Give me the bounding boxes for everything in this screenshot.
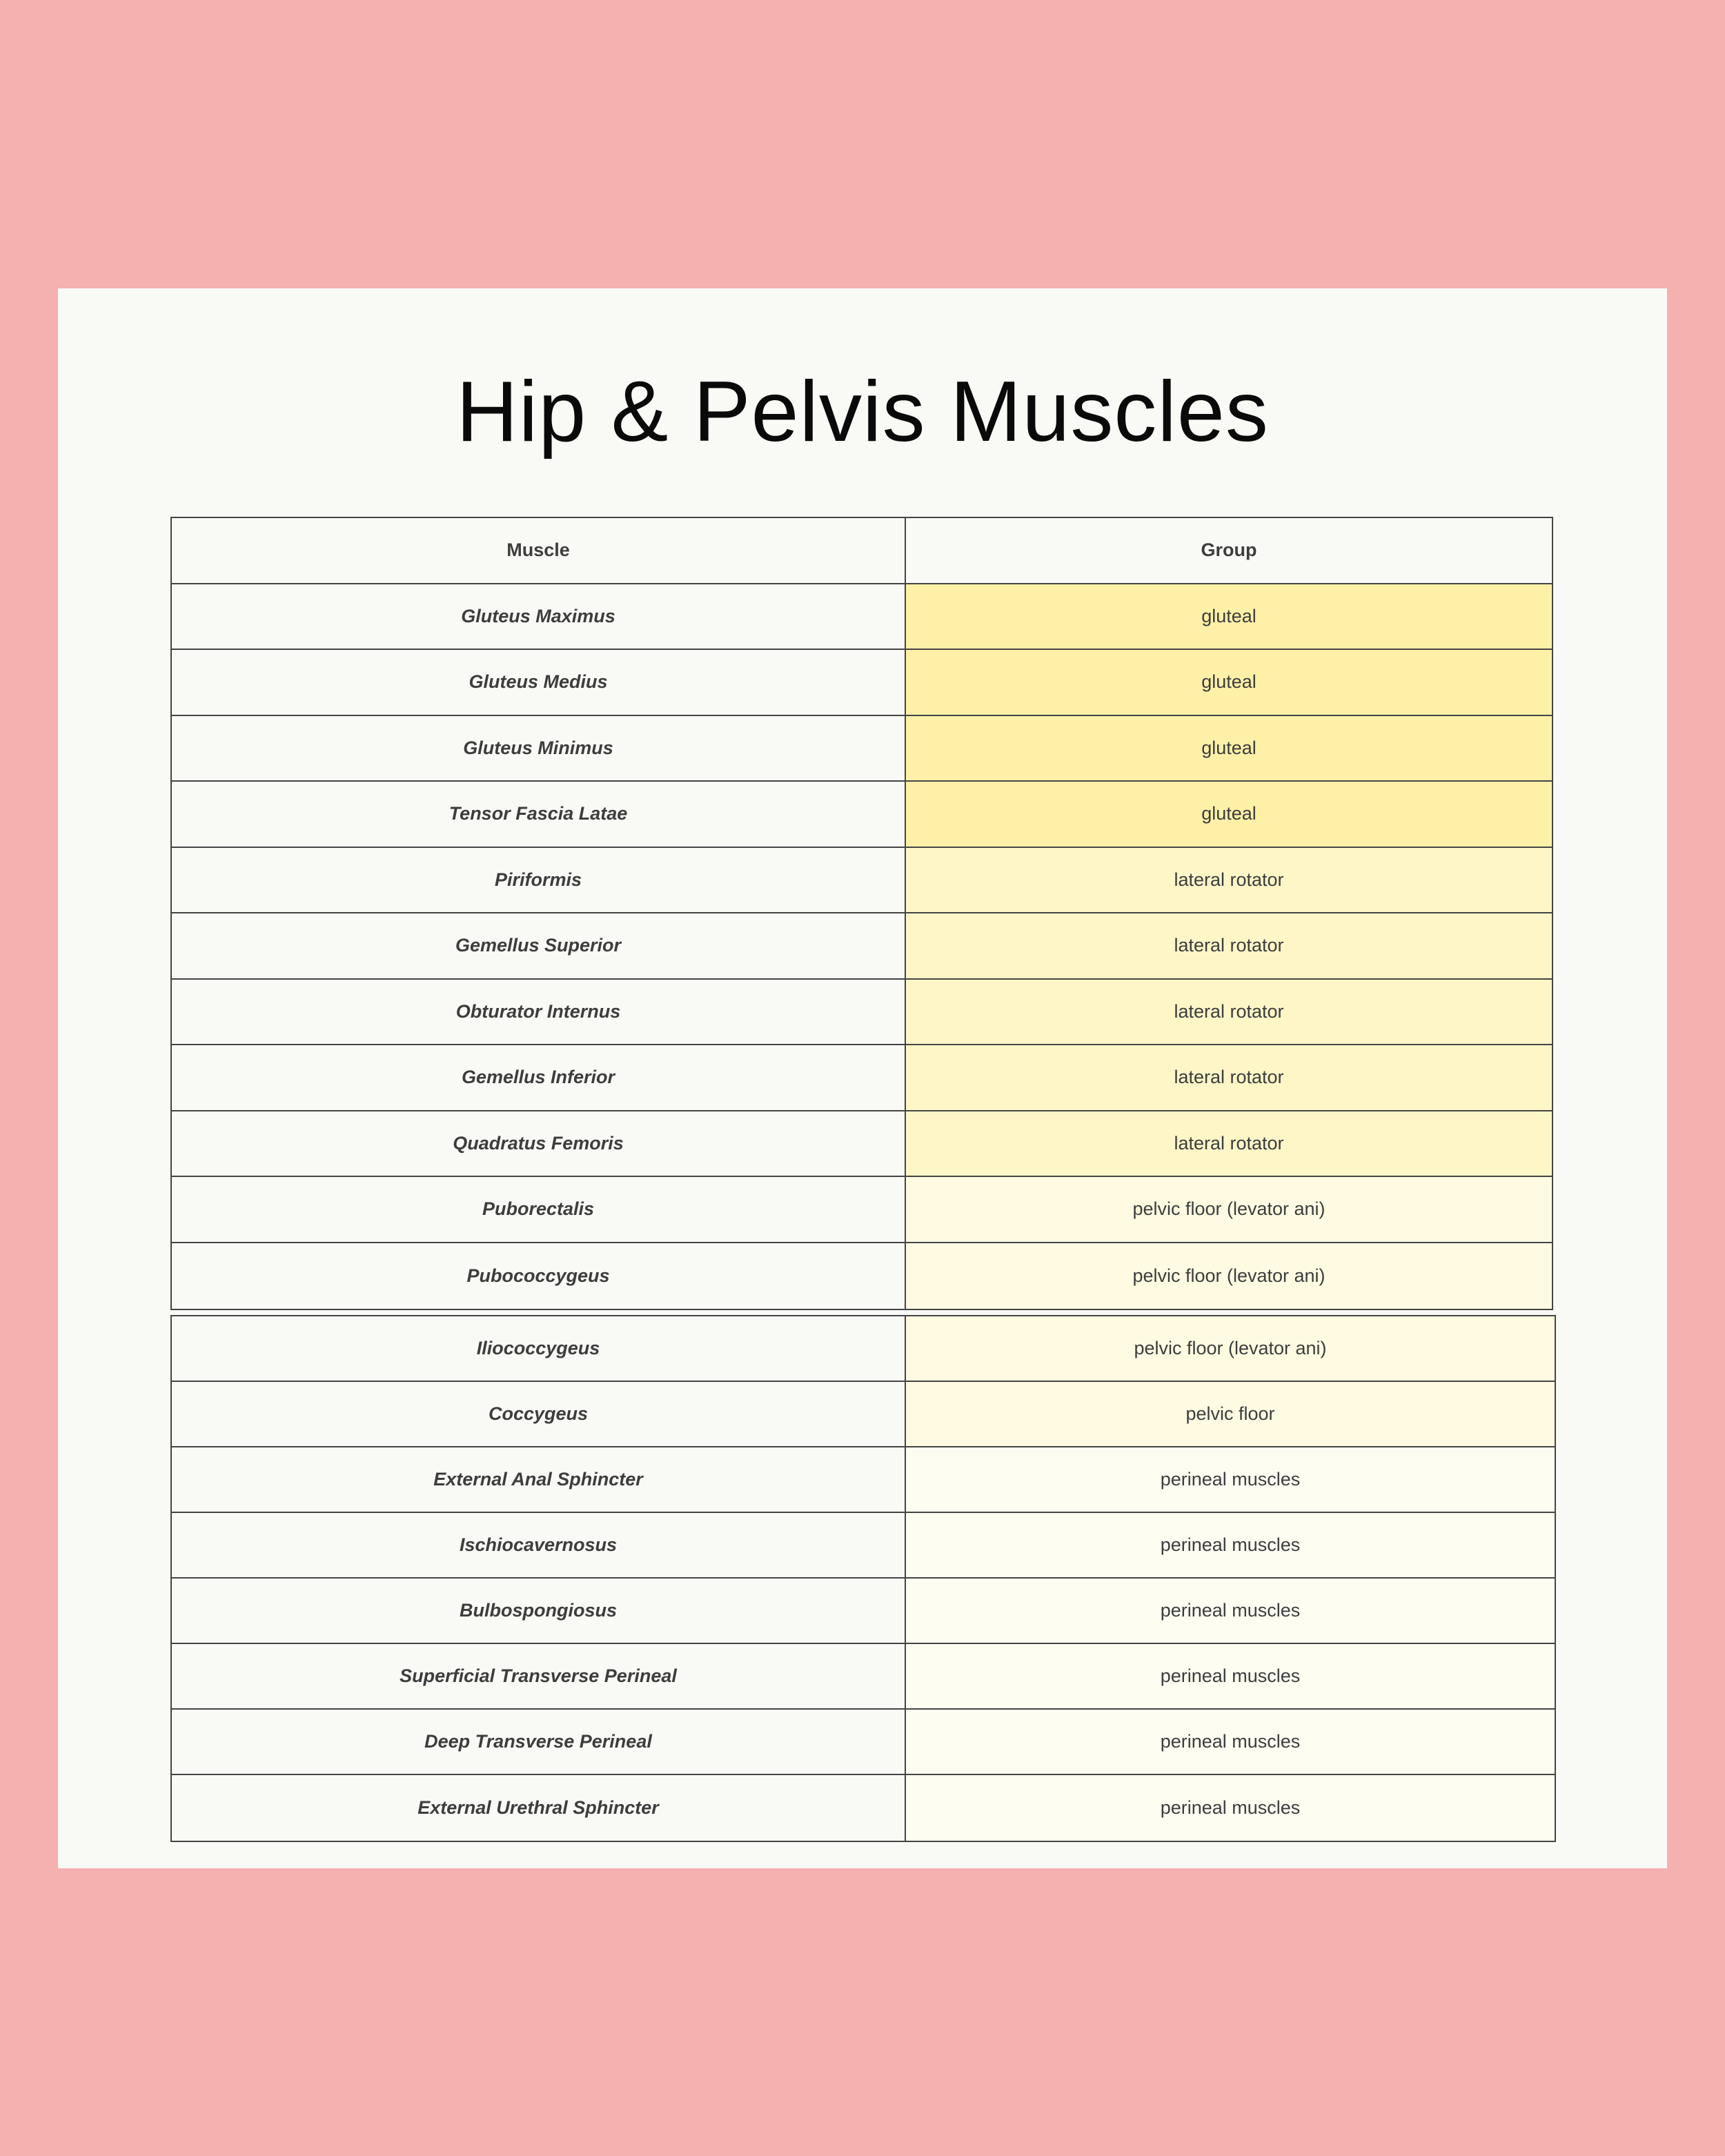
- table-row: [172, 980, 1552, 1046]
- table-row: [172, 1579, 1555, 1644]
- muscle-table-upper: [170, 517, 1553, 1310]
- muscle-cell: Deep Transverse Perineal: [172, 1710, 906, 1774]
- table-row: [172, 913, 1552, 980]
- group-cell: lateral rotator: [906, 848, 1552, 913]
- muscle-cell: Bulbospongiosus: [172, 1579, 906, 1643]
- muscle-cell: Puborectalis: [172, 1177, 906, 1242]
- muscle-cell: Gluteus Medius: [172, 650, 906, 715]
- table-row: [172, 1775, 1555, 1841]
- group-cell: pelvic floor (levator ani): [906, 1177, 1552, 1242]
- page-title: Hip & Pelvis Muscles: [456, 364, 1269, 459]
- muscle-cell: Gluteus Maximus: [172, 584, 906, 649]
- group-cell: perineal muscles: [906, 1513, 1555, 1577]
- muscle-cell: Quadratus Femoris: [172, 1111, 906, 1176]
- muscle-table-lower: [170, 1315, 1556, 1842]
- muscle-cell: Tensor Fascia Latae: [172, 782, 906, 847]
- group-cell: pelvic floor (levator ani): [906, 1316, 1555, 1381]
- table-row: [172, 848, 1552, 914]
- group-cell: gluteal: [906, 584, 1552, 649]
- group-cell: perineal muscles: [906, 1579, 1555, 1643]
- muscle-cell: External Anal Sphincter: [172, 1447, 906, 1512]
- group-cell: gluteal: [906, 716, 1552, 781]
- muscle-cell: External Urethral Sphincter: [172, 1775, 906, 1841]
- table-row: [172, 782, 1552, 848]
- group-cell: gluteal: [906, 650, 1552, 715]
- table-row: [172, 584, 1552, 651]
- group-cell: lateral rotator: [906, 1111, 1552, 1176]
- group-cell: lateral rotator: [906, 1045, 1552, 1110]
- muscle-cell: Pubococcygeus: [172, 1243, 906, 1309]
- group-cell: perineal muscles: [906, 1447, 1555, 1512]
- table-row: [172, 716, 1552, 782]
- group-cell: lateral rotator: [906, 913, 1552, 978]
- table-row: [172, 650, 1552, 716]
- table-row: [172, 1447, 1555, 1513]
- column-header-group: Group: [906, 518, 1552, 583]
- group-cell: perineal muscles: [906, 1710, 1555, 1774]
- table-row: [172, 1710, 1555, 1775]
- muscle-cell: Gemellus Inferior: [172, 1045, 906, 1110]
- group-cell: pelvic floor: [906, 1382, 1555, 1446]
- table-row: [172, 1177, 1552, 1243]
- group-cell: perineal muscles: [906, 1644, 1555, 1708]
- table-row: [172, 1045, 1552, 1111]
- table-row: [172, 1644, 1555, 1710]
- muscle-cell: Superficial Transverse Perineal: [172, 1644, 906, 1708]
- table-row: [172, 1243, 1552, 1309]
- muscle-cell: Gluteus Minimus: [172, 716, 906, 781]
- muscle-cell: Coccygeus: [172, 1382, 906, 1446]
- muscle-cell: Piriformis: [172, 848, 906, 913]
- muscle-cell: Gemellus Superior: [172, 913, 906, 978]
- group-cell: gluteal: [906, 782, 1552, 847]
- group-cell: lateral rotator: [906, 980, 1552, 1045]
- group-cell: pelvic floor (levator ani): [906, 1243, 1552, 1309]
- table-header-row: [172, 518, 1552, 584]
- table-row: [172, 1382, 1555, 1447]
- table-row: [172, 1111, 1552, 1178]
- group-cell: perineal muscles: [906, 1775, 1555, 1841]
- muscle-cell: Obturator Internus: [172, 980, 906, 1045]
- column-header-muscle: Muscle: [172, 518, 906, 583]
- table-row: [172, 1513, 1555, 1579]
- muscle-cell: Ischiocavernosus: [172, 1513, 906, 1577]
- muscle-cell: Iliococcygeus: [172, 1316, 906, 1381]
- table-row: [172, 1316, 1555, 1382]
